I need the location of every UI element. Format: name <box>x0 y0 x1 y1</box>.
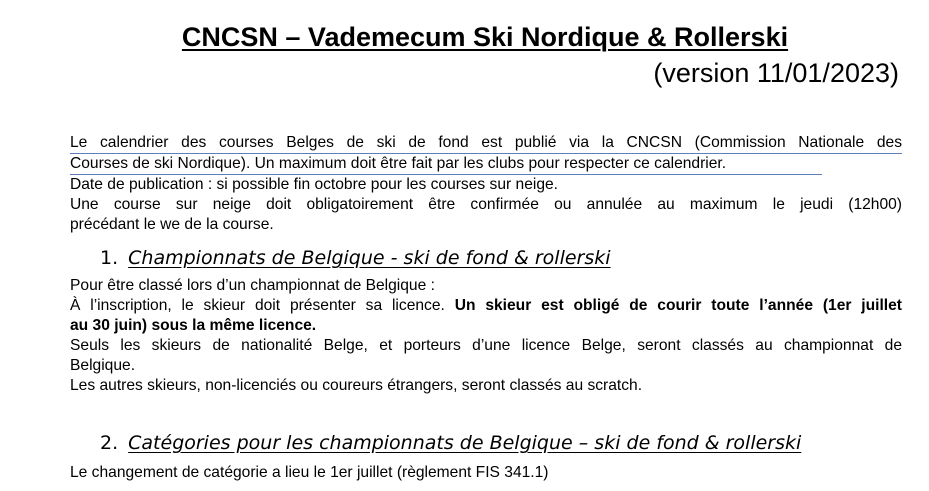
document-title: CNCSN – Vademecum Ski Nordique & Rollerski <box>181 22 789 52</box>
section-1-line-3 <box>70 316 902 336</box>
section-2-heading <box>100 432 801 454</box>
intro-line-5: précédant le we de la course. <box>70 216 274 233</box>
intro-line-3: Date de publication : si possible fin octobre pour les courses sur neige. <box>70 176 559 193</box>
intro-line-1: Le calendrier des courses Belges de ski de fond est publié via la CNCSN (Commission Nationale des <box>70 133 902 154</box>
section-1-body <box>70 276 902 396</box>
section-2-title: Catégories pour les championnats de Belgique – ski de fond & rollerski <box>128 432 802 454</box>
section-1-line-4: Seuls les skieurs de nationalité Belge, et porteurs d’une licence Belge, seront classés au championnat de <box>70 337 902 354</box>
section-2-line-1: Le changement de catégorie a lieu le 1er juillet (règlement FIS 341.1) <box>70 464 549 481</box>
section-1-line-5: Belgique. <box>70 357 136 374</box>
section-2-body <box>70 463 902 483</box>
section-1-number: 1. <box>100 247 119 269</box>
intro-paragraph <box>70 133 902 235</box>
section-1-heading <box>100 247 611 269</box>
section-1-line-2-bold: Un skieur est obligé de courir toute l’année (1er juillet <box>454 297 902 314</box>
document-version: (version 11/01/2023) <box>653 58 899 88</box>
section-1-line-2 <box>70 296 902 316</box>
section-1-line-1: Pour être classé lors d’un championnat de Belgique : <box>70 277 435 294</box>
section-1-line-6: Les autres skieurs, non-licenciés ou coureurs étrangers, seront classés au scratch. <box>70 377 643 394</box>
intro-line-2: Courses de ski Nordique). Un maximum doit être fait par les clubs pour respecter ce calendrier. <box>70 154 822 175</box>
section-1-line-3-bold: au 30 juin) sous la même licence. <box>70 317 317 334</box>
intro-line-4: Une course sur neige doit obligatoirement être confirmée ou annulée au maximum le jeudi (12h00) <box>70 196 902 213</box>
section-2-number: 2. <box>100 432 119 454</box>
section-1-line-2-normal: À l’inscription, le skieur doit présenter sa licence. <box>70 297 455 314</box>
section-1-title: Championnats de Belgique - ski de fond & rollerski <box>128 247 611 269</box>
